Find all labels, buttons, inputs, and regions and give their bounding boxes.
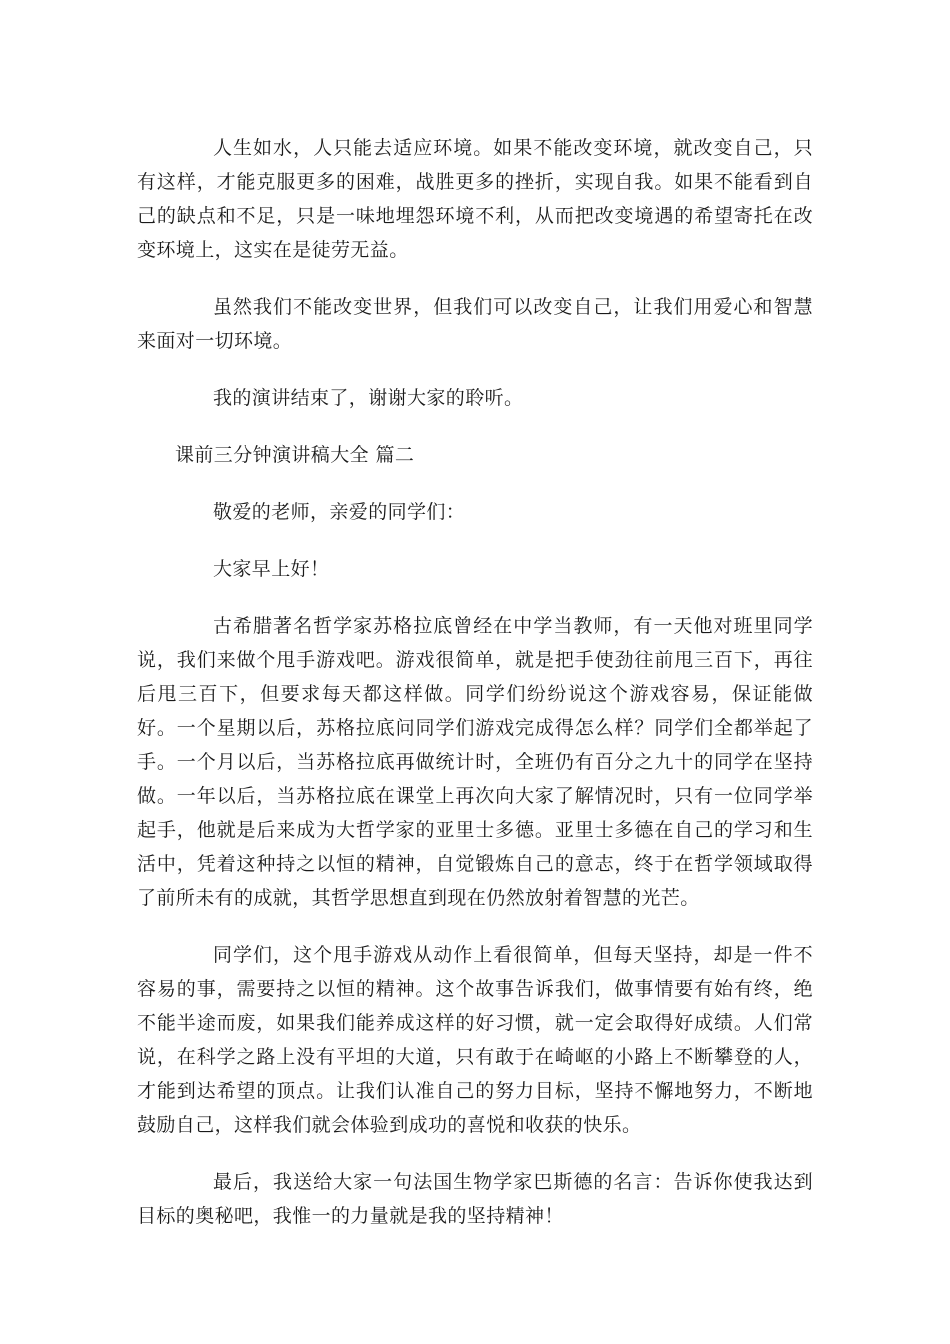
paragraph-change-yourself: 虽然我们不能改变世界，但我们可以改变自己，让我们用爱心和智慧来面对一切环境。 (137, 296, 813, 352)
paragraph-pasteur-quote: 最后，我送给大家一句法国生物学家巴斯德的名言：告诉你使我达到目标的奥秘吧，我惟一的力量就是我的坚持精神！ (137, 1171, 813, 1227)
paragraph-adapt-environment: 人生如水，人只能去适应环境。如果不能改变环境，就改变自己，只有这样，才能克服更多的困难，战胜更多的挫折，实现自我。如果不能看到自己的缺点和不足，只是一味地埋怨环境不利，从而把改变境遇的希望寄托在改变环境上，这实在是徒劳无益。 (137, 137, 813, 261)
paragraph-perseverance: 同学们，这个甩手游戏从动作上看很简单，但每天坚持，却是一件不容易的事，需要持之以恒的精神。这个故事告诉我们，做事情要有始有终，绝不能半途而废，如果我们能养成这样的好习惯，就一定会取得好成绩。人们常说，在科学之路上没有平坦的大道，只有敢于在崎岖的小路上不断攀登的人，才能到达希望的顶点。让我们认准自己的努力目标，坚持不懈地努力，不断地鼓励自己，这样我们就会体验到成功的喜悦和收获的快乐。 (137, 944, 813, 1136)
paragraph-socrates-story: 古希腊著名哲学家苏格拉底曾经在中学当教师，有一天他对班里同学说，我们来做个甩手游戏吧。游戏很简单，就是把手使劲往前甩三百下，再往后甩三百下，但要求每天都这样做。同学们纷纷说这个游戏容易，保证能做好。一个星期以后，苏格拉底问同学们游戏完成得怎么样？同学们全都举起了手。一个月以后，当苏格拉底再做统计时，全班仍有百分之九十的同学在坚持做。一年以后，当苏格拉底在课堂上再次向大家了解情况时，只有一位同学举起手，他就是后来成为大哲学家的亚里士多德。亚里士多德在自己的学习和生活中，凭着这种持之以恒的精神，自觉锻炼自己的意志，终于在哲学领域取得了前所未有的成就，其哲学思想直到现在仍然放射着智慧的光芒。 (137, 615, 813, 909)
paragraph-salutation: 敬爱的老师，亲爱的同学们： (213, 501, 466, 523)
document-body (137, 131, 813, 1256)
paragraph-greeting: 大家早上好！ (213, 558, 330, 580)
paragraph-speech-end: 我的演讲结束了，谢谢大家的聆听。 (213, 387, 524, 409)
section-heading: 课前三分钟演讲稿大全 篇二 (175, 444, 415, 466)
